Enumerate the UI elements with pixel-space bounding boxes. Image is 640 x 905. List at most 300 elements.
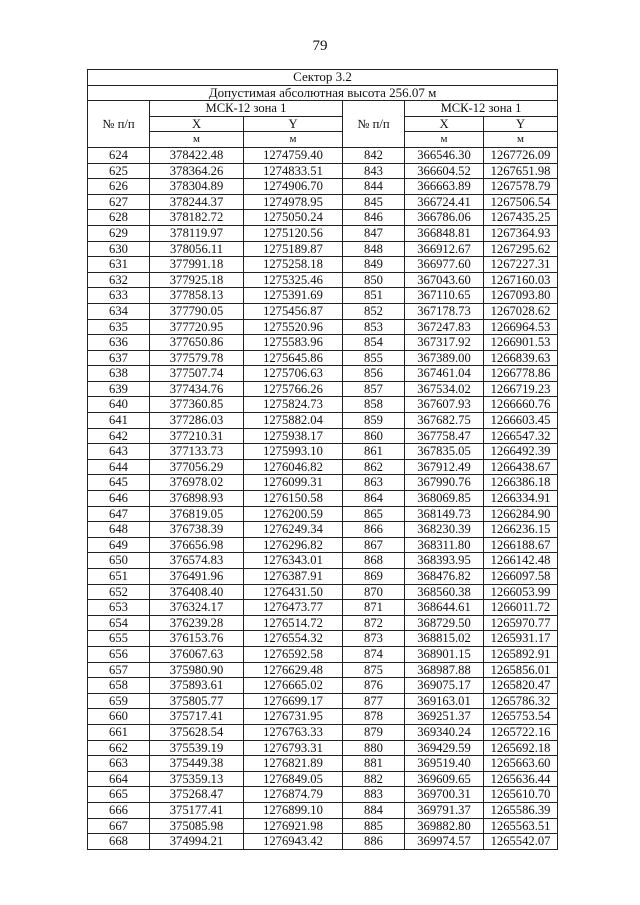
row-num-right: 881	[343, 756, 405, 772]
y-value-left: 1275645.86	[244, 350, 343, 366]
row-num-right: 860	[343, 428, 405, 444]
unit-y-left: м	[244, 132, 343, 148]
y-value-right: 1266660.76	[484, 397, 558, 413]
table-row	[88, 787, 558, 803]
row-num-left: 648	[88, 522, 150, 538]
y-value-left: 1276763.33	[244, 724, 343, 740]
x-value-right: 368644.61	[405, 600, 484, 616]
y-value-left: 1276899.10	[244, 802, 343, 818]
row-num-left: 666	[88, 802, 150, 818]
sector-title: Сектор 3.2	[88, 70, 558, 86]
table-row	[88, 210, 558, 226]
x-value-left: 378182.72	[150, 210, 244, 226]
y-value-right: 1266236.15	[484, 522, 558, 538]
y-value-left: 1275824.73	[244, 397, 343, 413]
row-num-left: 667	[88, 818, 150, 834]
row-num-right: 862	[343, 459, 405, 475]
row-num-right: 884	[343, 802, 405, 818]
row-num-left: 636	[88, 335, 150, 351]
row-num-right: 859	[343, 413, 405, 429]
table-row	[88, 241, 558, 257]
table-row	[88, 818, 558, 834]
x-value-left: 375539.19	[150, 740, 244, 756]
row-num-right: 886	[343, 834, 405, 850]
x-value-left: 377650.86	[150, 335, 244, 351]
row-num-right: 843	[343, 163, 405, 179]
y-value-left: 1276431.50	[244, 584, 343, 600]
row-num-right: 879	[343, 724, 405, 740]
y-value-right: 1265610.70	[484, 787, 558, 803]
row-num-right: 878	[343, 709, 405, 725]
y-value-left: 1275766.26	[244, 381, 343, 397]
x-header-right: X	[405, 116, 484, 132]
row-num-left: 658	[88, 678, 150, 694]
x-value-left: 375717.41	[150, 709, 244, 725]
row-num-left: 629	[88, 225, 150, 241]
y-value-left: 1275325.46	[244, 272, 343, 288]
y-value-right: 1267227.31	[484, 257, 558, 273]
row-num-right: 871	[343, 600, 405, 616]
y-value-right: 1267435.25	[484, 210, 558, 226]
unit-y-right: м	[484, 132, 558, 148]
x-value-left: 377507.74	[150, 366, 244, 382]
x-value-left: 377286.03	[150, 413, 244, 429]
y-value-right: 1265931.17	[484, 631, 558, 647]
row-num-right: 885	[343, 818, 405, 834]
row-num-left: 638	[88, 366, 150, 382]
y-value-left: 1274978.95	[244, 194, 343, 210]
x-value-right: 368815.02	[405, 631, 484, 647]
table-row	[88, 179, 558, 195]
x-header-left: X	[150, 116, 244, 132]
y-value-left: 1276592.58	[244, 646, 343, 662]
x-value-left: 378056.11	[150, 241, 244, 257]
y-value-right: 1266603.45	[484, 413, 558, 429]
table-row	[88, 709, 558, 725]
row-num-right: 870	[343, 584, 405, 600]
y-value-left: 1275882.04	[244, 413, 343, 429]
x-value-left: 375628.54	[150, 724, 244, 740]
x-value-right: 366848.81	[405, 225, 484, 241]
row-num-left: 646	[88, 491, 150, 507]
table-row	[88, 257, 558, 273]
y-header-right: Y	[484, 116, 558, 132]
y-value-left: 1276874.79	[244, 787, 343, 803]
row-num-left: 633	[88, 288, 150, 304]
x-value-left: 376324.17	[150, 600, 244, 616]
row-num-left: 651	[88, 569, 150, 585]
row-num-left: 635	[88, 319, 150, 335]
table-row	[88, 506, 558, 522]
row-num-left: 659	[88, 693, 150, 709]
x-value-left: 378244.37	[150, 194, 244, 210]
table-row	[88, 350, 558, 366]
table-row	[88, 366, 558, 382]
row-num-right: 846	[343, 210, 405, 226]
y-value-right: 1266097.58	[484, 569, 558, 585]
x-value-right: 369791.37	[405, 802, 484, 818]
row-num-right: 857	[343, 381, 405, 397]
x-value-right: 369163.01	[405, 693, 484, 709]
y-value-right: 1265753.54	[484, 709, 558, 725]
x-value-right: 369700.31	[405, 787, 484, 803]
y-value-left: 1276731.95	[244, 709, 343, 725]
table-row	[88, 475, 558, 491]
row-num-right: 848	[343, 241, 405, 257]
row-num-left: 625	[88, 163, 150, 179]
table-row	[88, 147, 558, 163]
row-num-left: 652	[88, 584, 150, 600]
y-value-left: 1276514.72	[244, 615, 343, 631]
x-value-right: 369609.65	[405, 771, 484, 787]
row-num-right: 861	[343, 444, 405, 460]
y-value-right: 1267651.98	[484, 163, 558, 179]
x-value-right: 366912.67	[405, 241, 484, 257]
row-num-right: 877	[343, 693, 405, 709]
y-value-right: 1266142.48	[484, 553, 558, 569]
x-value-left: 377360.85	[150, 397, 244, 413]
row-num-left: 639	[88, 381, 150, 397]
row-num-right: 882	[343, 771, 405, 787]
row-num-right: 863	[343, 475, 405, 491]
row-num-left: 624	[88, 147, 150, 163]
x-value-right: 369075.17	[405, 678, 484, 694]
y-value-left: 1275050.24	[244, 210, 343, 226]
y-value-right: 1266284.90	[484, 506, 558, 522]
y-value-left: 1274833.51	[244, 163, 343, 179]
unit-x-left: м	[150, 132, 244, 148]
y-value-right: 1265636.44	[484, 771, 558, 787]
row-num-left: 630	[88, 241, 150, 257]
y-value-right: 1266438.67	[484, 459, 558, 475]
num-header-left: № п/п	[88, 101, 150, 148]
row-num-left: 645	[88, 475, 150, 491]
row-num-right: 854	[343, 335, 405, 351]
row-num-right: 864	[343, 491, 405, 507]
table-row	[88, 163, 558, 179]
row-num-left: 660	[88, 709, 150, 725]
table-row	[88, 459, 558, 475]
y-value-left: 1276249.34	[244, 522, 343, 538]
row-num-left: 664	[88, 771, 150, 787]
y-value-right: 1267028.62	[484, 303, 558, 319]
row-num-left: 626	[88, 179, 150, 195]
x-value-left: 376067.63	[150, 646, 244, 662]
row-num-right: 847	[343, 225, 405, 241]
row-num-left: 644	[88, 459, 150, 475]
y-value-right: 1266547.32	[484, 428, 558, 444]
row-num-right: 856	[343, 366, 405, 382]
row-num-right: 867	[343, 537, 405, 553]
y-value-left: 1276343.01	[244, 553, 343, 569]
row-num-left: 661	[88, 724, 150, 740]
table-row	[88, 413, 558, 429]
row-num-right: 883	[343, 787, 405, 803]
x-value-right: 369251.37	[405, 709, 484, 725]
x-value-right: 367389.00	[405, 350, 484, 366]
row-num-left: 656	[88, 646, 150, 662]
row-num-left: 632	[88, 272, 150, 288]
row-num-right: 874	[343, 646, 405, 662]
y-value-right: 1266011.72	[484, 600, 558, 616]
x-value-right: 367912.49	[405, 459, 484, 475]
y-value-right: 1266334.91	[484, 491, 558, 507]
y-value-right: 1266839.63	[484, 350, 558, 366]
y-value-right: 1265542.07	[484, 834, 558, 850]
y-value-right: 1265892.91	[484, 646, 558, 662]
y-value-right: 1266778.86	[484, 366, 558, 382]
num-header-right: № п/п	[343, 101, 405, 148]
x-value-right: 367607.93	[405, 397, 484, 413]
y-value-left: 1276099.31	[244, 475, 343, 491]
row-num-right: 845	[343, 194, 405, 210]
row-num-left: 657	[88, 662, 150, 678]
x-value-left: 376656.98	[150, 537, 244, 553]
x-value-left: 375268.47	[150, 787, 244, 803]
zone-header-right: МСК-12 зона 1	[405, 101, 558, 117]
y-value-left: 1276699.17	[244, 693, 343, 709]
x-value-right: 367534.02	[405, 381, 484, 397]
row-num-left: 642	[88, 428, 150, 444]
y-value-left: 1276387.91	[244, 569, 343, 585]
x-value-right: 367043.60	[405, 272, 484, 288]
row-num-right: 855	[343, 350, 405, 366]
x-value-right: 367110.65	[405, 288, 484, 304]
page-number: 79	[312, 38, 328, 54]
y-value-right: 1266719.23	[484, 381, 558, 397]
row-num-right: 868	[343, 553, 405, 569]
table-row	[88, 615, 558, 631]
x-value-left: 375893.61	[150, 678, 244, 694]
x-value-left: 375085.98	[150, 818, 244, 834]
x-value-right: 368476.82	[405, 569, 484, 585]
y-value-right: 1265722.16	[484, 724, 558, 740]
x-value-right: 369974.57	[405, 834, 484, 850]
x-value-left: 377133.73	[150, 444, 244, 460]
y-value-left: 1275520.96	[244, 319, 343, 335]
x-value-right: 368393.95	[405, 553, 484, 569]
y-value-right: 1267160.03	[484, 272, 558, 288]
x-value-left: 376491.96	[150, 569, 244, 585]
row-num-right: 872	[343, 615, 405, 631]
x-value-left: 377210.31	[150, 428, 244, 444]
x-value-right: 367758.47	[405, 428, 484, 444]
row-num-left: 628	[88, 210, 150, 226]
y-value-left: 1275391.69	[244, 288, 343, 304]
row-num-right: 842	[343, 147, 405, 163]
y-value-right: 1265786.32	[484, 693, 558, 709]
table-row	[88, 771, 558, 787]
table-row	[88, 303, 558, 319]
x-value-right: 368230.39	[405, 522, 484, 538]
row-num-right: 866	[343, 522, 405, 538]
y-value-right: 1265563.51	[484, 818, 558, 834]
y-value-left: 1276665.02	[244, 678, 343, 694]
table-row	[88, 600, 558, 616]
x-value-left: 378364.26	[150, 163, 244, 179]
row-num-right: 844	[343, 179, 405, 195]
row-num-left: 649	[88, 537, 150, 553]
y-value-left: 1275706.63	[244, 366, 343, 382]
x-value-left: 375177.41	[150, 802, 244, 818]
table-row	[88, 537, 558, 553]
y-value-left: 1276296.82	[244, 537, 343, 553]
x-value-left: 376574.83	[150, 553, 244, 569]
y-value-left: 1276849.05	[244, 771, 343, 787]
table-row	[88, 491, 558, 507]
table-row	[88, 834, 558, 850]
table-row	[88, 569, 558, 585]
table-row	[88, 319, 558, 335]
y-value-left: 1276821.89	[244, 756, 343, 772]
x-value-left: 377720.95	[150, 319, 244, 335]
table-row	[88, 740, 558, 756]
row-num-right: 873	[343, 631, 405, 647]
row-num-left: 654	[88, 615, 150, 631]
row-num-right: 853	[343, 319, 405, 335]
x-value-right: 369340.24	[405, 724, 484, 740]
unit-x-right: м	[405, 132, 484, 148]
row-num-right: 880	[343, 740, 405, 756]
table-row	[88, 194, 558, 210]
row-num-left: 662	[88, 740, 150, 756]
x-value-right: 368311.80	[405, 537, 484, 553]
table-row	[88, 584, 558, 600]
y-value-right: 1267364.93	[484, 225, 558, 241]
x-value-right: 368560.38	[405, 584, 484, 600]
y-value-left: 1275258.18	[244, 257, 343, 273]
row-num-left: 643	[88, 444, 150, 460]
x-value-right: 366604.52	[405, 163, 484, 179]
x-value-left: 374994.21	[150, 834, 244, 850]
x-value-right: 367835.05	[405, 444, 484, 460]
x-value-right: 369519.40	[405, 756, 484, 772]
x-value-right: 367317.92	[405, 335, 484, 351]
row-num-left: 640	[88, 397, 150, 413]
y-value-right: 1265820.47	[484, 678, 558, 694]
table-row	[88, 693, 558, 709]
y-value-left: 1276629.48	[244, 662, 343, 678]
y-value-left: 1276150.58	[244, 491, 343, 507]
x-value-right: 366977.60	[405, 257, 484, 273]
table-row	[88, 631, 558, 647]
y-value-right: 1266053.99	[484, 584, 558, 600]
y-value-left: 1276200.59	[244, 506, 343, 522]
table-row	[88, 272, 558, 288]
x-value-left: 377434.76	[150, 381, 244, 397]
table-body	[88, 147, 558, 849]
x-value-right: 368987.88	[405, 662, 484, 678]
y-value-right: 1266386.18	[484, 475, 558, 491]
x-value-left: 376153.76	[150, 631, 244, 647]
row-num-left: 647	[88, 506, 150, 522]
x-value-right: 367990.76	[405, 475, 484, 491]
x-value-right: 368729.50	[405, 615, 484, 631]
table-row	[88, 397, 558, 413]
row-num-left: 663	[88, 756, 150, 772]
x-value-left: 375980.90	[150, 662, 244, 678]
x-value-left: 377925.18	[150, 272, 244, 288]
table-row	[88, 335, 558, 351]
y-value-left: 1275120.56	[244, 225, 343, 241]
x-value-left: 377790.05	[150, 303, 244, 319]
table-row	[88, 553, 558, 569]
table-row	[88, 444, 558, 460]
y-value-left: 1275938.17	[244, 428, 343, 444]
x-value-left: 377991.18	[150, 257, 244, 273]
table-row	[88, 522, 558, 538]
row-num-left: 627	[88, 194, 150, 210]
y-value-right: 1267578.79	[484, 179, 558, 195]
x-value-right: 366786.06	[405, 210, 484, 226]
row-num-left: 631	[88, 257, 150, 273]
y-value-right: 1265663.60	[484, 756, 558, 772]
x-value-left: 376978.02	[150, 475, 244, 491]
x-value-left: 375359.13	[150, 771, 244, 787]
x-value-right: 368069.85	[405, 491, 484, 507]
x-value-left: 378119.97	[150, 225, 244, 241]
x-value-right: 368149.73	[405, 506, 484, 522]
x-value-left: 378304.89	[150, 179, 244, 195]
row-num-left: 641	[88, 413, 150, 429]
y-value-left: 1275456.87	[244, 303, 343, 319]
y-value-right: 1267295.62	[484, 241, 558, 257]
y-value-left: 1274759.40	[244, 147, 343, 163]
x-value-left: 377579.78	[150, 350, 244, 366]
y-value-right: 1265970.77	[484, 615, 558, 631]
x-value-left: 377056.29	[150, 459, 244, 475]
row-num-right: 869	[343, 569, 405, 585]
row-num-left: 668	[88, 834, 150, 850]
x-value-right: 366724.41	[405, 194, 484, 210]
row-num-right: 875	[343, 662, 405, 678]
row-num-right: 851	[343, 288, 405, 304]
x-value-left: 376898.93	[150, 491, 244, 507]
row-num-right: 849	[343, 257, 405, 273]
y-value-left: 1276473.77	[244, 600, 343, 616]
row-num-right: 852	[343, 303, 405, 319]
x-value-left: 376819.05	[150, 506, 244, 522]
x-value-right: 366546.30	[405, 147, 484, 163]
y-value-left: 1276046.82	[244, 459, 343, 475]
y-value-left: 1276921.98	[244, 818, 343, 834]
table-row	[88, 428, 558, 444]
y-header-left: Y	[244, 116, 343, 132]
y-value-left: 1276554.32	[244, 631, 343, 647]
x-value-left: 377858.13	[150, 288, 244, 304]
x-value-left: 375449.38	[150, 756, 244, 772]
x-value-left: 378422.48	[150, 147, 244, 163]
y-value-right: 1266901.53	[484, 335, 558, 351]
y-value-right: 1266188.67	[484, 537, 558, 553]
x-value-right: 369882.80	[405, 818, 484, 834]
table-row	[88, 225, 558, 241]
y-value-left: 1275993.10	[244, 444, 343, 460]
table-row	[88, 678, 558, 694]
table-row	[88, 381, 558, 397]
x-value-left: 376738.39	[150, 522, 244, 538]
x-value-right: 368901.15	[405, 646, 484, 662]
y-value-right: 1267506.54	[484, 194, 558, 210]
row-num-right: 876	[343, 678, 405, 694]
y-value-right: 1266964.53	[484, 319, 558, 335]
x-value-left: 376408.40	[150, 584, 244, 600]
y-value-right: 1267093.80	[484, 288, 558, 304]
y-value-right: 1265856.01	[484, 662, 558, 678]
x-value-right: 367178.73	[405, 303, 484, 319]
y-value-left: 1276943.42	[244, 834, 343, 850]
table-row	[88, 646, 558, 662]
